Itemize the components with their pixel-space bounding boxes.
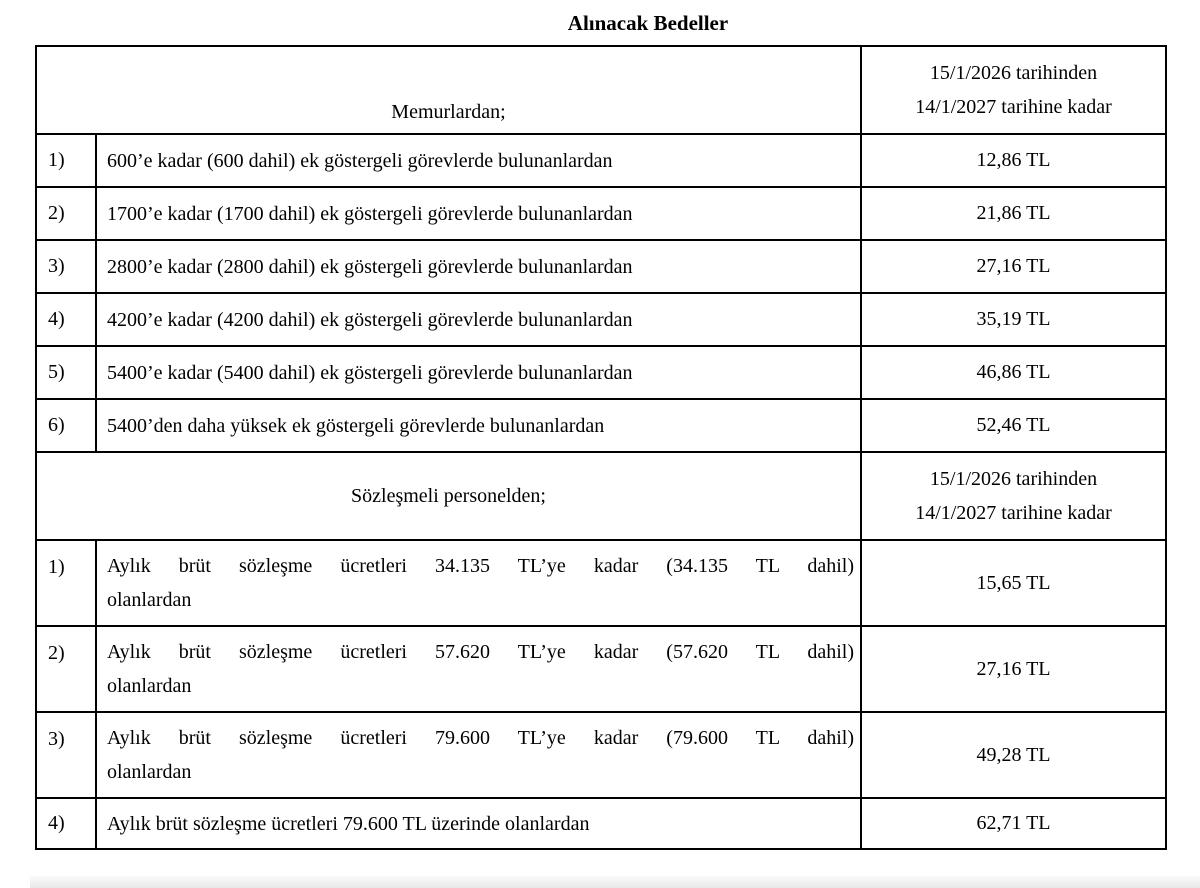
description-line: 4200’e kadar (4200 dahil) ek göstergeli görevlerde bulunanlardan [107,308,633,331]
description-line: 2800’e kadar (2800 dahil) ek göstergeli görevlerde bulunanlardan [107,255,633,278]
row-number-cell: 1) [36,540,96,626]
date-range-line-2: 14/1/2027 tarihine kadar [915,502,1112,524]
date-range-line-1: 15/1/2026 tarihinden [929,468,1098,490]
description-line: Aylık brüt sözleşme ücretleri 34.135 TL’ye kadar (34.135 TL dahil) [107,555,854,577]
table-row [36,540,1166,626]
row-description-cell [96,187,861,240]
page-title: Alınacak Bedeller [567,11,729,35]
table-row [36,798,1166,849]
row-description-cell [96,712,861,798]
date-range-line-2: 14/1/2027 tarihine kadar [915,96,1112,118]
fee-value-cell: 12,86 TL [861,134,1166,187]
fee-value-cell: 27,16 TL [861,626,1166,712]
row-description-cell [96,626,861,712]
fee-value-cell: 46,86 TL [861,346,1166,399]
row-description-cell [96,134,861,187]
fee-value-cell: 52,46 TL [861,399,1166,452]
fees-table [35,45,1167,850]
fee-value-cell: 62,71 TL [861,798,1166,849]
section-header-row [36,46,1166,134]
row-description-cell [96,346,861,399]
row-description-cell [96,540,861,626]
row-number-cell: 2) [36,626,96,712]
section-header-cell: Sözleşmeli personelden; [36,452,861,540]
fee-value-cell: 27,16 TL [861,240,1166,293]
fees-table-body [36,46,1166,849]
fee-value-cell: 35,19 TL [861,293,1166,346]
table-row [36,712,1166,798]
date-range-line-1: 15/1/2026 tarihinden [929,62,1098,84]
section-header-cell: Memurlardan; [36,46,861,134]
date-range-header-cell [861,46,1166,134]
table-row [36,187,1166,240]
description-line: olanlardan [107,675,192,697]
table-row [36,346,1166,399]
description-line: 1700’e kadar (1700 dahil) ek göstergeli görevlerde bulunanlardan [107,202,633,225]
date-range-header-cell [861,452,1166,540]
table-row [36,293,1166,346]
fee-value-cell: 21,86 TL [861,187,1166,240]
description-line: 600’e kadar (600 dahil) ek göstergeli görevlerde bulunanlardan [107,149,613,172]
description-line: olanlardan [107,761,192,783]
section-header-row [36,452,1166,540]
description-line: Aylık brüt sözleşme ücretleri 79.600 TL üzerinde olanlardan [107,812,590,835]
description-line: 5400’den daha yüksek ek göstergeli görevlerde bulunanlardan [107,414,605,437]
row-number-cell: 3) [36,240,96,293]
row-number-cell: 4) [36,798,96,849]
row-number-cell: 5) [36,346,96,399]
row-number-cell: 6) [36,399,96,452]
fee-value-cell: 15,65 TL [861,540,1166,626]
page-bottom-edge [30,876,1200,888]
description-line: Aylık brüt sözleşme ücretleri 79.600 TL’ye kadar (79.600 TL dahil) [107,727,854,749]
table-row [36,240,1166,293]
row-number-cell: 4) [36,293,96,346]
row-description-cell [96,240,861,293]
description-line: 5400’e kadar (5400 dahil) ek göstergeli görevlerde bulunanlardan [107,361,633,384]
description-line: olanlardan [107,589,192,611]
row-number-cell: 2) [36,187,96,240]
row-description-cell [96,399,861,452]
description-line: Aylık brüt sözleşme ücretleri 57.620 TL’ye kadar (57.620 TL dahil) [107,641,854,663]
fee-value-cell: 49,28 TL [861,712,1166,798]
table-row [36,134,1166,187]
row-description-cell [96,293,861,346]
table-row [36,399,1166,452]
row-description-cell [96,798,861,849]
table-row [36,626,1166,712]
row-number-cell: 1) [36,134,96,187]
row-number-cell: 3) [36,712,96,798]
